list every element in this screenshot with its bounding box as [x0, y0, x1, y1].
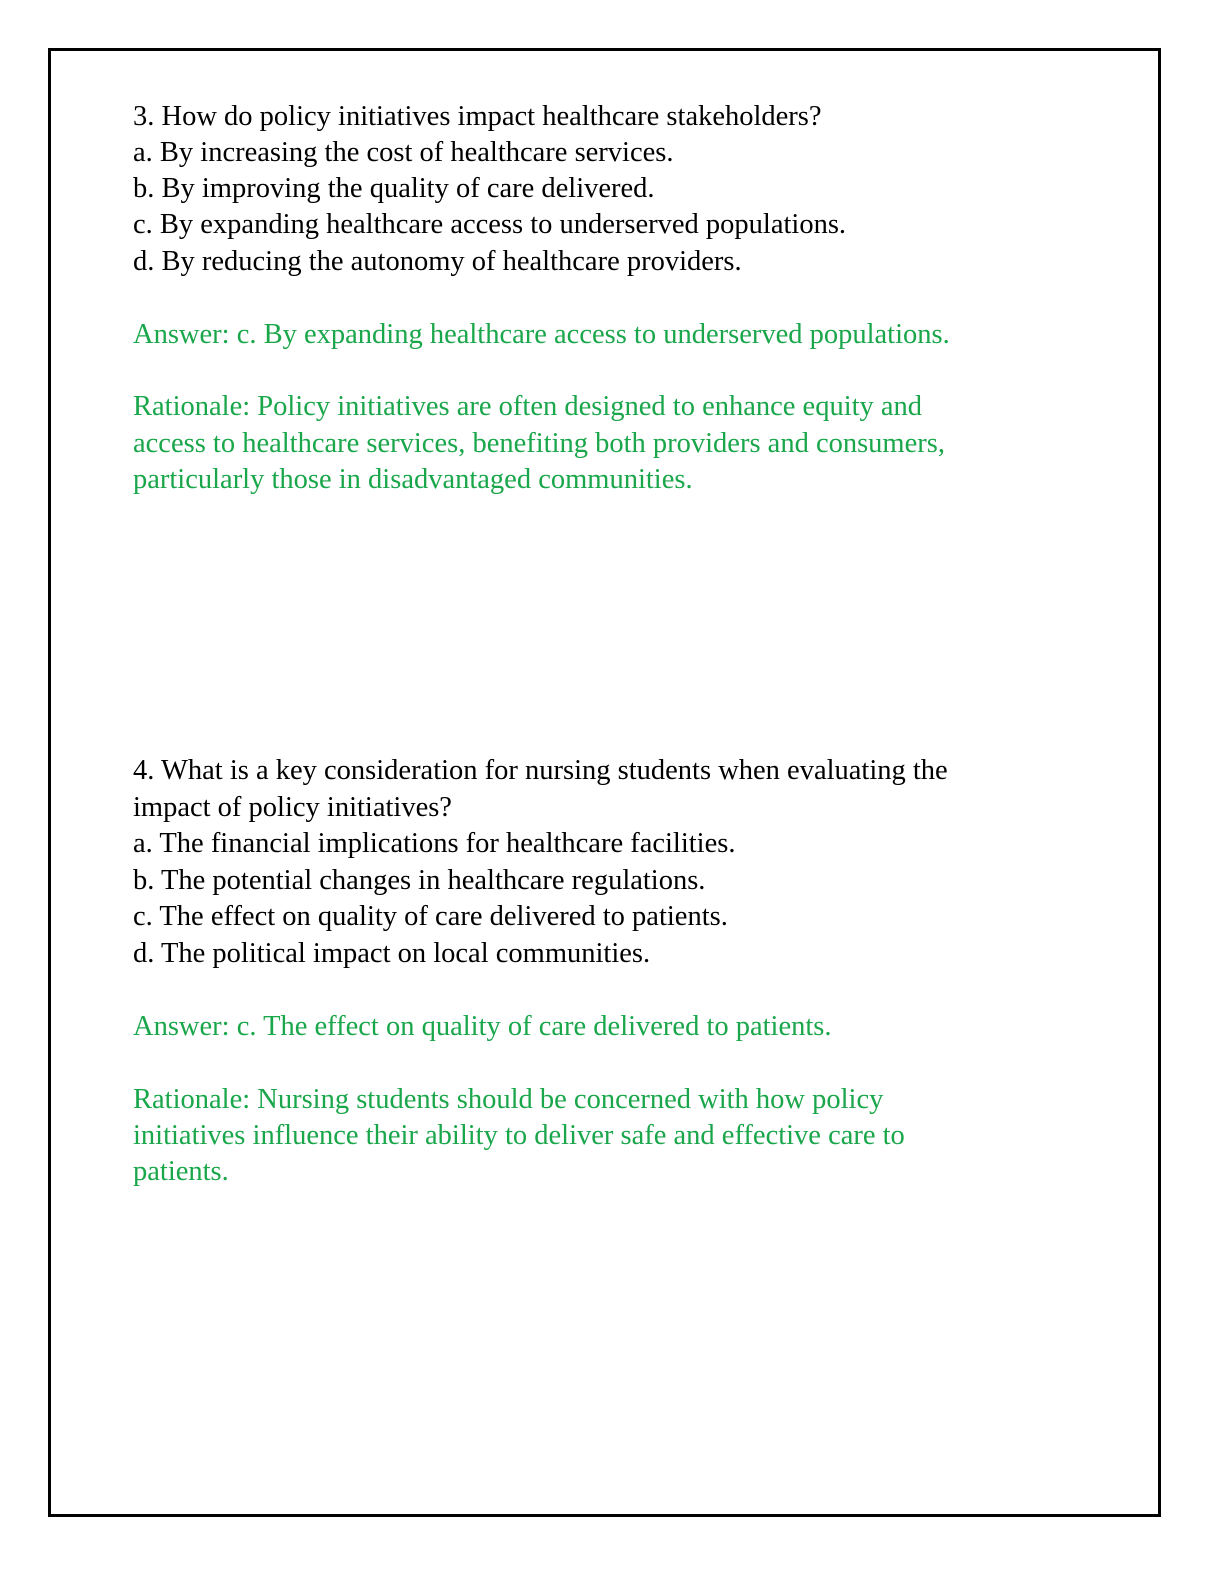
- question-3-answer: Answer: c. By expanding healthcare access to underserved populations.: [133, 319, 950, 350]
- question-3-rationale-line-1: Rationale: Policy initiatives are often designed to enhance equity and: [133, 391, 923, 422]
- question-4-rationale-line-2: initiatives influence their ability to deliver safe and effective care to: [133, 1120, 905, 1151]
- question-3-rationale-line-3: particularly those in disadvantaged communities.: [133, 464, 693, 495]
- question-4-answer: Answer: c. The effect on quality of care delivered to patients.: [133, 1011, 832, 1042]
- question-3-option-c: c. By expanding healthcare access to underserved populations.: [133, 209, 847, 240]
- question-3-option-d: d. By reducing the autonomy of healthcare providers.: [133, 246, 742, 277]
- question-4-text-line-2: impact of policy initiatives?: [133, 792, 452, 823]
- question-4-rationale-line-3: patients.: [133, 1156, 229, 1187]
- question-4-text-line-1: 4. What is a key consideration for nursing students when evaluating the: [133, 755, 948, 786]
- question-3-option-a: a. By increasing the cost of healthcare services.: [133, 137, 674, 168]
- question-4-rationale-line-1: Rationale: Nursing students should be concerned with how policy: [133, 1084, 884, 1115]
- question-4-option-d: d. The political impact on local communities.: [133, 938, 651, 969]
- question-4-option-b: b. The potential changes in healthcare regulations.: [133, 865, 706, 896]
- question-4-option-a: a. The financial implications for healthcare facilities.: [133, 828, 736, 859]
- question-3-option-b: b. By improving the quality of care delivered.: [133, 173, 655, 204]
- question-4-option-c: c. The effect on quality of care delivered to patients.: [133, 901, 728, 932]
- question-3-text: 3. How do policy initiatives impact healthcare stakeholders?: [133, 101, 822, 132]
- question-3-rationale-line-2: access to healthcare services, benefiting both providers and consumers,: [133, 428, 945, 459]
